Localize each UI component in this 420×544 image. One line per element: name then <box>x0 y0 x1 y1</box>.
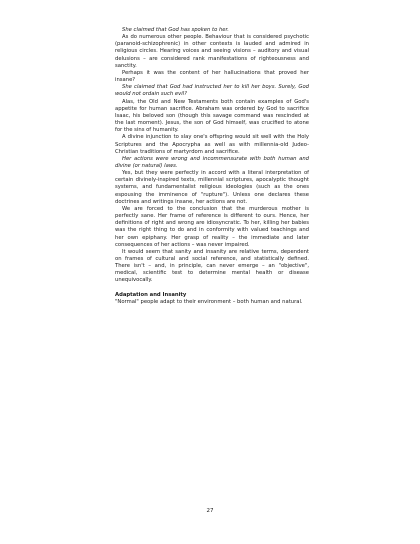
paragraph: She claimed that God has spoken to her. <box>122 27 229 33</box>
paragraph: We are forced to the conclusion that the murderous mother is perfectly sane. Her frame of reference is different to ours. Hence, her definitions of right and wrong are idiosyncratic. To her, killing her babies was the right thing to do and in conformity with valued teachings and her own epiphany. Her grasp of reality – the immediate and later consequences of her actions – was never impaired. <box>115 205 309 248</box>
paragraph: She claimed that God had instructed her to kill her boys. Surely, God would not ordain such evil? <box>115 84 309 98</box>
body-text <box>115 27 309 306</box>
paragraph: Yes, but they were perfectly in accord with a literal interpretation of certain divinely-inspired texts, millennial scriptures, apocalyptic thought systems, and fundamentalist religious ideologies (such as the ones espousing the imminence of "rupture"). Unless one declares these doctrines and writings insane, her actions are not. <box>115 170 309 205</box>
paragraph: Alas, the Old and New Testaments both contain examples of God's appetite for human sacrifice. Abraham was ordered by God to sacrifice Isaac, his beloved son (though this savage command was rescinded at the last moment). Jesus, the son of God himself, was crucified to atone for the sins of humanity. <box>115 98 309 134</box>
paragraph: "Normal" people adapt to their environment – both human and natural. <box>115 298 303 305</box>
paragraph: Her actions were wrong and incommensurate with both human and divine (or natural) laws. <box>115 155 309 169</box>
paragraph: It would seem that sanity and insanity are relative terms, dependent on frames of cultural and social reference, and statistically defined. There isn't – and, in principle, can never emerge – an "objective", medical, scientific test to determine mental health or disease unequivocally. <box>115 248 309 284</box>
paragraph: As do numerous other people. Behaviour that is considered psychotic (paranoid-schizophrenic) in other contexts is lauded and admired in religious circles. Hearing voices and seeing visions – auditory and visual delusions – are considered rank manifestations of righteousness and sanctity. <box>115 34 309 69</box>
page-number: 27 <box>206 508 214 514</box>
paragraph: A divine injunction to slay one's offspring would sit well with the Holy Scriptures and the Apocrypha as well as with millennia-old Judeo-Christian traditions of martyrdom and sacrifice. <box>115 134 309 155</box>
paragraph: Perhaps it was the content of her hallucinations that proved her insane? <box>115 69 309 84</box>
section-heading: Adaptation and Insanity <box>115 291 187 298</box>
